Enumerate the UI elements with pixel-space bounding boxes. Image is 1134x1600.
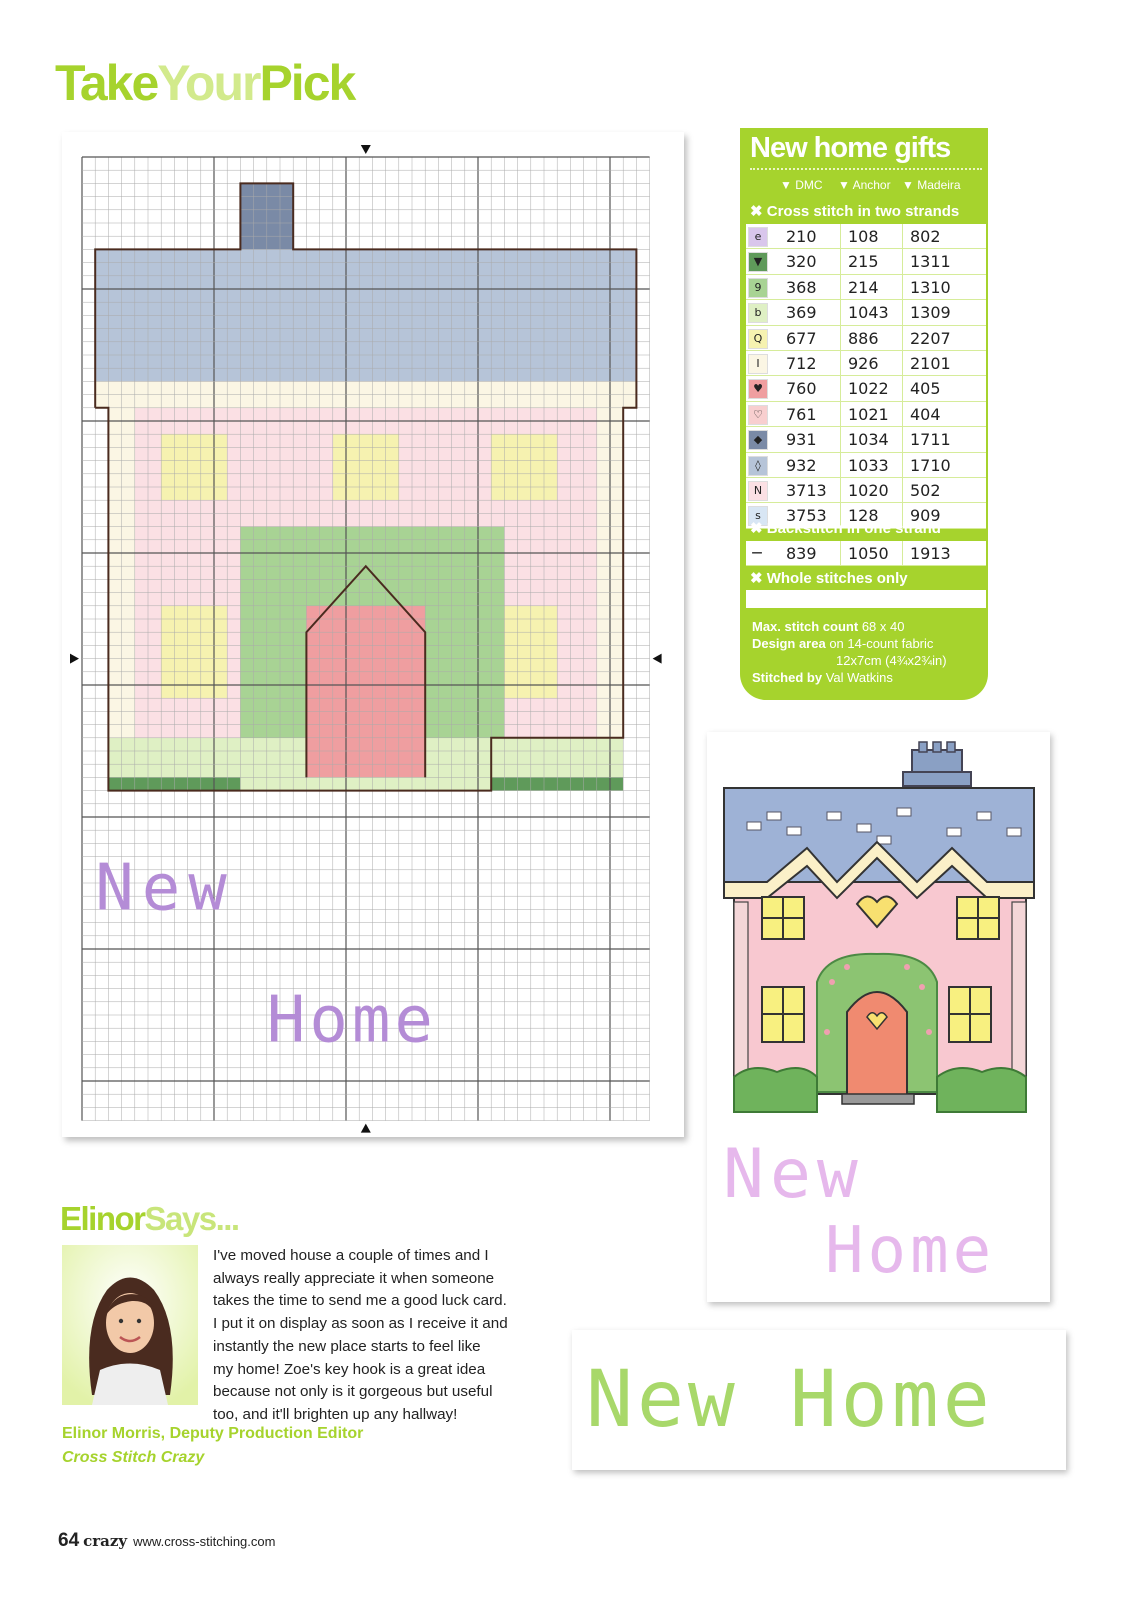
page-footer bbox=[58, 1530, 275, 1552]
thread-madeira: 1311 bbox=[910, 252, 951, 272]
thread-dmc: 368 bbox=[786, 277, 817, 297]
thread-anchor: 1020 bbox=[848, 480, 889, 500]
thread-symbol: s bbox=[748, 506, 768, 526]
thread-row bbox=[746, 326, 986, 351]
thread-anchor: 1021 bbox=[848, 404, 889, 424]
elinor-quote: I've moved house a couple of times and I always really appreciate it when someone takes the time to send me a good luck card. I put it on display as soon as I receive it and instantly the new place starts to feel like my home! Zoe's key hook is a great idea because not only is it gorgeous but useful too, and it'll brighten up any hallway! bbox=[213, 1247, 508, 1423]
thread-symbol: Q bbox=[748, 329, 768, 349]
thread-madeira: 405 bbox=[910, 379, 941, 399]
stitched-house-image bbox=[707, 732, 1050, 1302]
thread-row bbox=[746, 224, 986, 249]
thread-symbol: e bbox=[748, 227, 768, 247]
website-link[interactable]: www.cross-stitching.com bbox=[133, 1534, 276, 1549]
thread-row bbox=[746, 427, 986, 452]
thread-madeira: 1710 bbox=[910, 455, 951, 475]
elinor-portrait bbox=[62, 1245, 198, 1405]
thread-madeira: 1310 bbox=[910, 277, 951, 297]
thread-key-panel bbox=[740, 128, 988, 700]
whole-stitches-blank bbox=[746, 590, 986, 608]
thread-row bbox=[746, 453, 986, 478]
thread-symbol: b bbox=[748, 303, 768, 323]
thread-madeira: 404 bbox=[910, 404, 941, 424]
key-column-headers bbox=[740, 178, 988, 196]
chart-grid bbox=[62, 132, 684, 1137]
chart-word-new: New bbox=[95, 851, 235, 926]
elinor-signature-magazine: Cross Stitch Crazy bbox=[62, 1449, 205, 1466]
thread-anchor: 926 bbox=[848, 353, 879, 373]
thread-dmc: 712 bbox=[786, 353, 817, 373]
thread-symbol: ◆ bbox=[748, 430, 768, 450]
thread-anchor: 214 bbox=[848, 277, 879, 297]
page-title: TakeYourPick bbox=[55, 55, 355, 111]
thread-dmc: 3753 bbox=[786, 506, 827, 526]
thread-row bbox=[746, 402, 986, 427]
thread-anchor: 1034 bbox=[848, 430, 889, 450]
card-word-new: New bbox=[723, 1135, 864, 1214]
thread-row bbox=[746, 376, 986, 401]
thread-dmc: 320 bbox=[786, 252, 817, 272]
header-madeira: ▼ Madeira bbox=[902, 178, 961, 192]
thread-anchor: 1033 bbox=[848, 455, 889, 475]
banner-image bbox=[572, 1330, 1066, 1470]
thread-dmc: 369 bbox=[786, 303, 817, 323]
thread-dmc: 677 bbox=[786, 328, 817, 348]
thread-row bbox=[746, 478, 986, 503]
thread-dmc: 3713 bbox=[786, 480, 827, 500]
thread-dmc: 761 bbox=[786, 404, 817, 424]
backstitch-anchor: 1050 bbox=[848, 544, 889, 563]
thread-anchor: 1043 bbox=[848, 303, 889, 323]
thread-anchor: 886 bbox=[848, 328, 879, 348]
thread-madeira: 1711 bbox=[910, 430, 951, 450]
key-divider bbox=[750, 168, 982, 170]
section-backstitch: ✖ Backstitch in one strand bbox=[750, 520, 941, 537]
thread-dmc: 760 bbox=[786, 379, 817, 399]
cross-stitch-chart bbox=[62, 132, 684, 1137]
key-title: New home gifts bbox=[750, 132, 951, 164]
thread-row bbox=[746, 249, 986, 274]
backstitch-dmc: 839 bbox=[786, 544, 817, 563]
thread-symbol: I bbox=[748, 354, 768, 374]
thread-table bbox=[746, 224, 986, 529]
elinor-says-heading: ElinorSays... bbox=[60, 1200, 239, 1237]
thread-madeira: 802 bbox=[910, 227, 941, 246]
page-number: 64 bbox=[58, 1530, 80, 1551]
stitched-card-photo bbox=[707, 732, 1050, 1302]
thread-madeira: 2207 bbox=[910, 328, 951, 348]
design-info: Max. stitch count 68 x 40 Design area on 14-count fabric 12x7cm (4¾x2¾in) Stitched by Val Watkins bbox=[752, 619, 947, 685]
thread-madeira: 2101 bbox=[910, 353, 951, 373]
magazine-name: crazy bbox=[83, 1532, 128, 1550]
backstitch-table bbox=[746, 541, 986, 566]
thread-symbol: ◊ bbox=[748, 456, 768, 476]
thread-row bbox=[746, 275, 986, 300]
section-whole-stitches: ✖ Whole stitches only bbox=[750, 570, 908, 587]
section-cross-stitch: ✖ Cross stitch in two strands bbox=[750, 203, 960, 220]
thread-row bbox=[746, 351, 986, 376]
thread-dmc: 931 bbox=[786, 430, 817, 450]
card-word-home: Home bbox=[825, 1214, 996, 1288]
thread-symbol: N bbox=[748, 481, 768, 501]
thread-madeira: 1309 bbox=[910, 303, 951, 323]
thread-symbol: ♡ bbox=[748, 405, 768, 425]
chart-word-home: Home bbox=[266, 983, 437, 1058]
thread-madeira: 909 bbox=[910, 506, 941, 526]
thread-symbol: ▼ bbox=[748, 252, 768, 272]
banner-text: New Home bbox=[586, 1355, 994, 1445]
thread-symbol: 9 bbox=[748, 278, 768, 298]
backstitch-row bbox=[746, 541, 986, 566]
header-dmc: ▼ DMC bbox=[780, 178, 823, 192]
elinor-signature-name: Elinor Morris, Deputy Production Editor bbox=[62, 1425, 364, 1442]
backstitch-madeira: 1913 bbox=[910, 544, 951, 563]
thread-anchor: 128 bbox=[848, 506, 879, 526]
thread-anchor: 1022 bbox=[848, 379, 889, 399]
thread-madeira: 502 bbox=[910, 480, 941, 500]
thread-anchor: 108 bbox=[848, 227, 879, 246]
thread-dmc: 932 bbox=[786, 455, 817, 475]
header-anchor: ▼ Anchor bbox=[838, 178, 891, 192]
thread-dmc: 210 bbox=[786, 227, 817, 246]
stitched-banner-photo bbox=[572, 1330, 1066, 1470]
thread-row bbox=[746, 300, 986, 325]
backstitch-symbol: — bbox=[751, 546, 763, 559]
thread-symbol: ♥ bbox=[748, 379, 768, 399]
thread-anchor: 215 bbox=[848, 252, 879, 272]
